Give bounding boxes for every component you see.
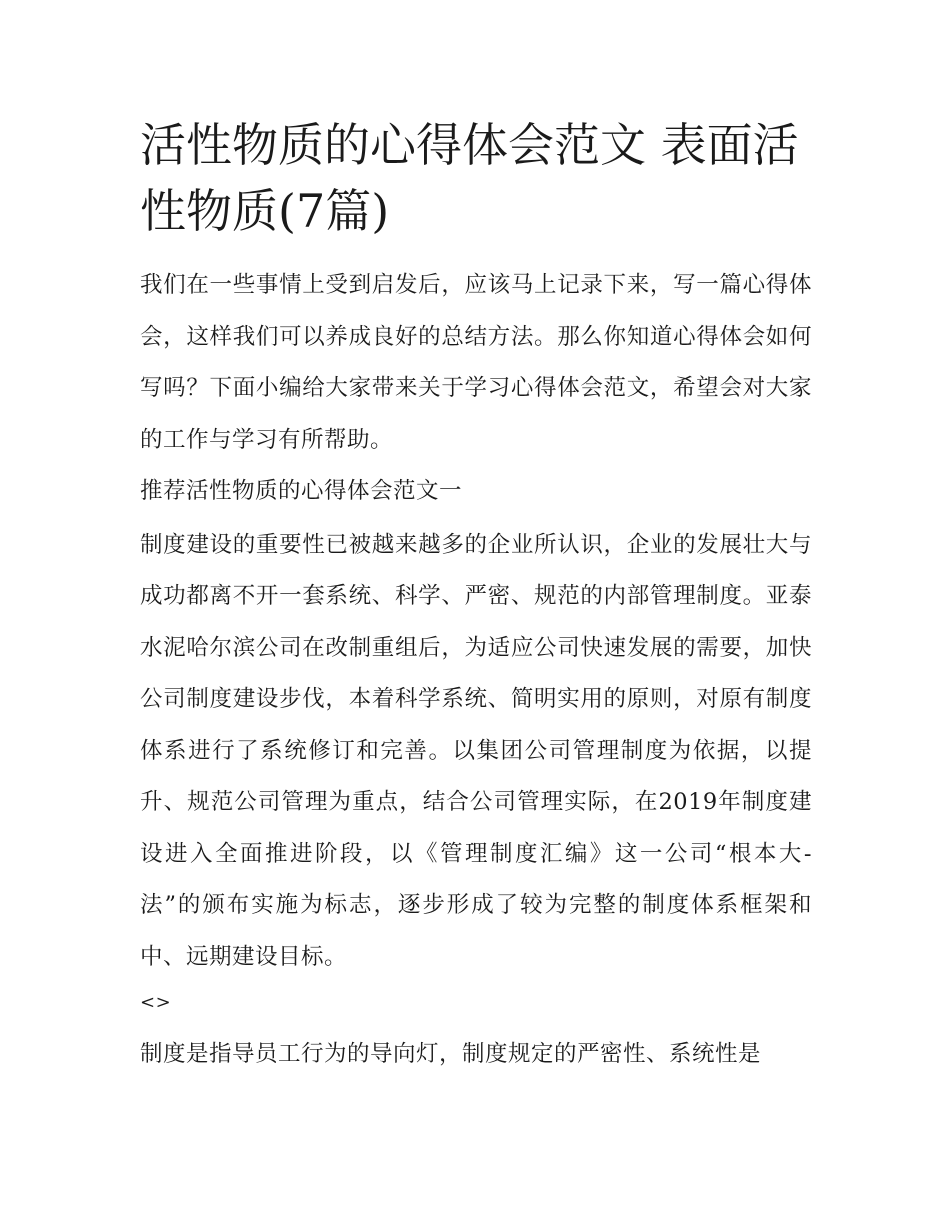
document-title: 活性物质的心得体会范文 表面活性物质(7篇) bbox=[140, 118, 799, 238]
section-heading: 推荐活性物质的心得体会范文一 bbox=[140, 478, 463, 504]
placeholder-marker: <> bbox=[140, 992, 172, 1013]
body-paragraph-2: 制度是指导员工行为的导向灯，制度规定的严密性、系统性是 bbox=[140, 1041, 762, 1067]
body-paragraph-1: 制度建设的重要性已被越来越多的企业所认识，企业的发展壮大与成功都离不开一套系统、科学、严密、规范的内部管理制度。亚泰水泥哈尔滨公司在改制重组后，为适应公司快速发展的需要，加快公司制度建设步伐，本着科学系统、简明实用的原则，对原有制度体系进行了系统修订和完善。以集团公司管理制度为依据，以提升、规范公司管理为重点，结合公司管理实际，在2019年制度建设进入全面推进阶段，以《管理制度汇编》这一公司“根本大-法”的颁布实施为标志，逐步形成了较为完整的制度体系框架和中、远期建设目标。 bbox=[140, 531, 812, 970]
document-body bbox=[140, 112, 812, 1081]
intro-paragraph: 我们在一些事情上受到启发后，应该马上记录下来，写一篇心得体会，这样我们可以养成良好的总结方法。那么你知道心得体会如何写吗？下面小编给大家带来关于学习心得体会范文，希望会对大家的工作与学习有所帮助。 bbox=[140, 272, 812, 453]
